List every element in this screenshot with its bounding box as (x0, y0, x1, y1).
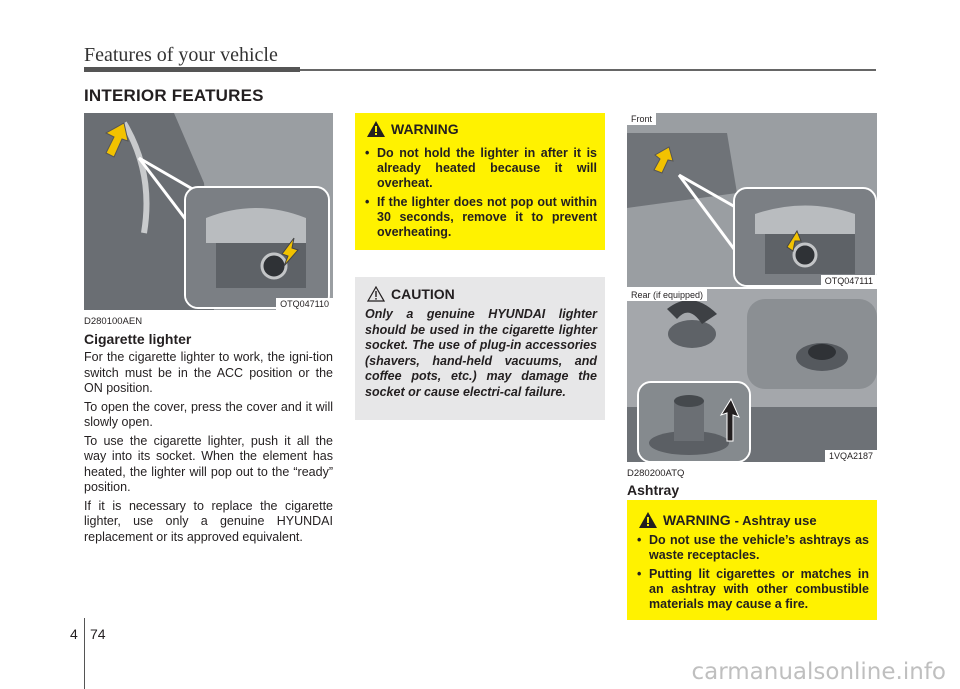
warning-item: • If the lighter does not pop out within 30 seconds, remove it to prevent overheating. (363, 195, 597, 240)
rear-ashtray-closeup-illustration (639, 383, 749, 461)
warning-list (363, 146, 597, 244)
caution-text: Only a genuine HYUNDAI lighter should be used in the cigarette lighter socket. The use of plug-in accessories (shavers, hand-held vacuums, and coffee pots, etc.) may damage the socket or cause electri-cal failure. (365, 307, 597, 399)
watermark: carmanualsonline.info (691, 659, 946, 685)
warning-item: • Do not use the vehicle’s ashtrays as waste receptacles. (635, 533, 869, 563)
header-rule-thin (300, 69, 876, 71)
paragraph: For the cigarette lighter to work, the igni-tion switch must be in the ACC position or the ON position. (84, 350, 333, 395)
photo-code: OTQ047110 (276, 298, 333, 310)
warning-title: WARNING (391, 121, 459, 137)
warning-title-row (367, 121, 459, 137)
ashtray-socket-illustration (735, 189, 875, 285)
warning-box (355, 113, 605, 250)
rear-ashtray-closeup-inset (637, 381, 751, 462)
paragraph: If it is necessary to replace the cigarette lighter, use only a genuine HYUNDAI replacement or its approved equivalent. (84, 498, 333, 544)
warning-item: • Putting lit cigarettes or matches in an ashtray with other combustible materials may cause a fire. (635, 567, 869, 612)
ashtray-warning-list (635, 533, 869, 616)
lighter-closeup-inset (184, 186, 330, 309)
ashtray-warning-box (627, 500, 877, 620)
photo-code: 1VQA2187 (825, 450, 877, 462)
ashtray-warning-title: WARNING (663, 512, 731, 528)
cigarette-lighter-body (84, 350, 333, 545)
ashtray-warning-subtitle: - Ashtray use (734, 512, 817, 528)
ashtray-rear-photo (627, 289, 877, 462)
page-number: 74 (90, 626, 106, 642)
lighter-socket-illustration (186, 188, 328, 307)
warning-item: • Do not hold the lighter in after it is already heated because it will overheat. (363, 146, 597, 191)
chapter-number: 4 (70, 626, 78, 642)
caution-box (355, 277, 605, 420)
paragraph: To use the cigarette lighter, push it all the way into its socket. When the element has heated, the lighter will pop out to the “ready” position. (84, 433, 333, 494)
ashtray-front-photo (627, 113, 877, 287)
caution-title-row (367, 286, 455, 302)
ashtray-closeup-inset (733, 187, 877, 287)
photo-tag-front: Front (627, 113, 656, 125)
caution-triangle-icon (367, 286, 385, 302)
warning-triangle-icon (639, 512, 657, 528)
caution-title: CAUTION (391, 286, 455, 302)
header-rule-thick (84, 67, 300, 72)
chapter-title: Features of your vehicle (84, 44, 278, 66)
photo-code: OTQ047111 (821, 275, 877, 287)
ashtray-warning-title-row (639, 512, 817, 528)
section-code: D280200ATQ (627, 468, 685, 479)
photo-tag-rear: Rear (if equipped) (627, 289, 707, 301)
section-code: D280100AEN (84, 316, 143, 327)
ashtray-heading: Ashtray (627, 482, 680, 498)
warning-triangle-icon (367, 121, 385, 137)
cigarette-lighter-heading: Cigarette lighter (84, 331, 192, 347)
cigarette-lighter-photo (84, 113, 333, 310)
paragraph: To open the cover, press the cover and it will slowly open. (84, 399, 333, 429)
section-title: INTERIOR FEATURES (84, 86, 264, 105)
footer-divider (84, 618, 85, 689)
